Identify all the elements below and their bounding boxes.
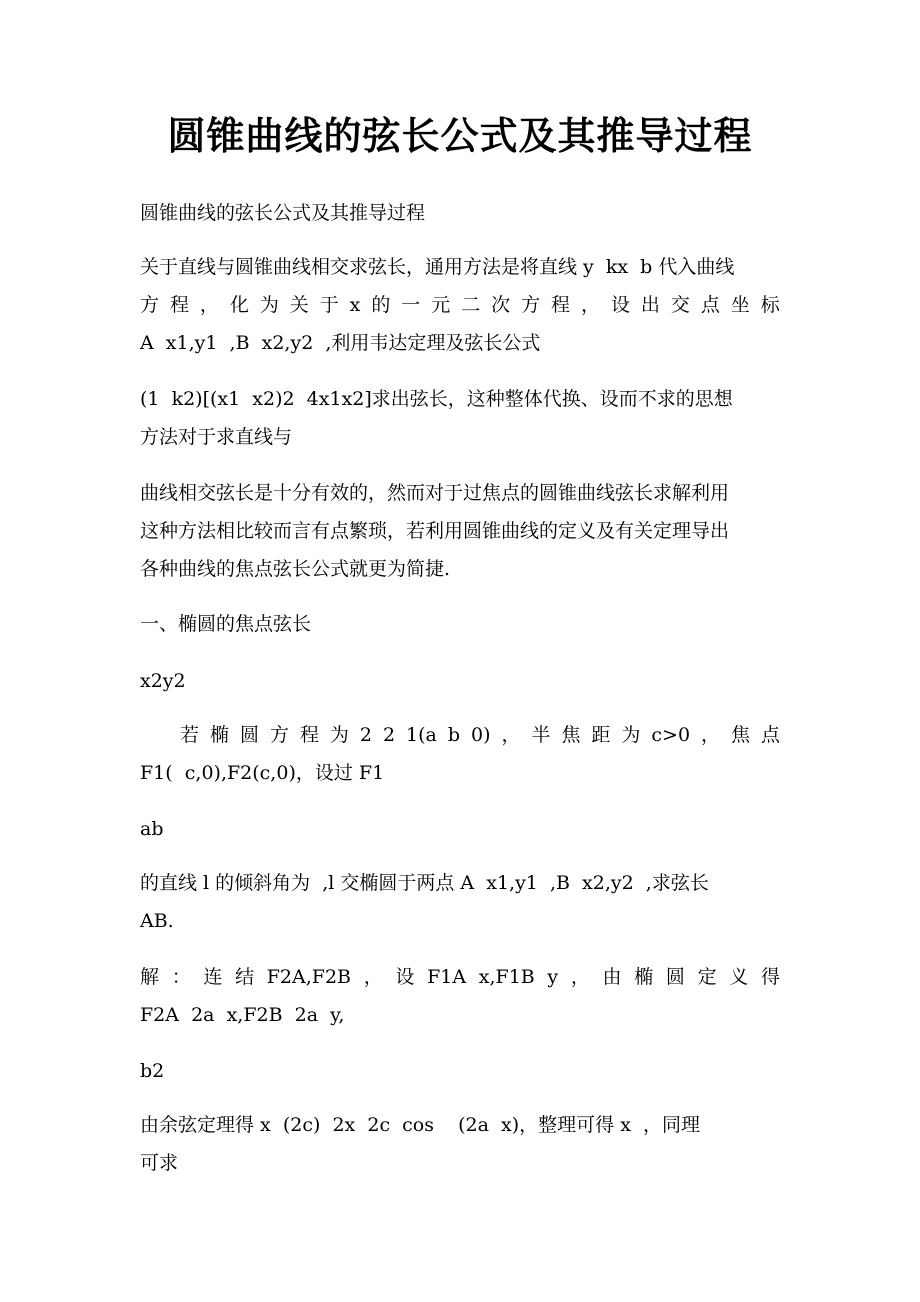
paragraph-4-line-1-token: 若 bbox=[180, 724, 200, 746]
paragraph-6-line-1-token: 结 bbox=[235, 966, 255, 988]
paragraph-1-line-2-token: 方 bbox=[140, 294, 160, 316]
section-heading-ellipse: 一、椭圆的焦点弦长 bbox=[140, 613, 312, 635]
paragraph-4-line-1-token: b bbox=[447, 724, 461, 746]
paragraph-3-line-3: 各种曲线的焦点弦长公式就更为简捷. bbox=[140, 558, 451, 580]
paragraph-6-line-1-token: x,F1B bbox=[478, 966, 535, 988]
paragraph-1-line-2-token: 为 bbox=[259, 294, 279, 316]
paragraph-1-line-2-token: x bbox=[349, 294, 361, 316]
paragraph-1-line-2-token: 出 bbox=[640, 294, 660, 316]
paragraph-4-line-1-token: ， bbox=[501, 724, 521, 746]
paragraph-6-line-1-token: 解 bbox=[140, 966, 160, 988]
paragraph-1-line-2-token: 程 bbox=[551, 294, 571, 316]
paragraph-7 bbox=[140, 1106, 780, 1182]
paragraph-4-line-1 bbox=[140, 716, 780, 754]
paragraph-4-line-1-token: 点 bbox=[760, 724, 780, 746]
paragraph-4-line-2: F1( c,0),F2(c,0)，设过 F1 bbox=[140, 762, 385, 784]
paragraph-4-line-1-token: c>0 bbox=[651, 724, 691, 746]
paragraph-1-line-3: A x1,y1 ,B x2,y2 ,利用韦达定理及弦长公式 bbox=[140, 332, 541, 354]
paragraph-1-line-2-token: ， bbox=[199, 294, 219, 316]
paragraph-6-line-1-token: 得 bbox=[760, 966, 780, 988]
paragraph-4-line-1-token: 2 bbox=[359, 724, 372, 746]
paragraph-1-line-2-token: ， bbox=[581, 294, 601, 316]
paragraph-4-line-1-token: 2 bbox=[382, 724, 396, 746]
paragraph-1-line-2-token: 化 bbox=[229, 294, 249, 316]
paragraph-6-line-1-token: F2A,F2B bbox=[266, 966, 352, 988]
formula-x2y2: x2y2 bbox=[140, 670, 186, 692]
paragraph-1-line-2-token: 标 bbox=[760, 294, 780, 316]
paragraph-7-line-1: 由余弦定理得 x (2c) 2x 2c cos (2a x)，整理可得 x ，同理 bbox=[140, 1114, 701, 1136]
paragraph-2 bbox=[140, 380, 780, 456]
paragraph-4-line-1-token: 0) bbox=[470, 724, 491, 746]
paragraph-1-line-2-token: 设 bbox=[610, 294, 630, 316]
paragraph-6-line-1-token: 由 bbox=[602, 966, 622, 988]
paragraph-1-line-1: 关于直线与圆锥曲线相交求弦长，通用方法是将直线 y kx b 代入曲线 bbox=[140, 256, 735, 278]
paragraph-6-line-1-token: 椭 bbox=[634, 966, 654, 988]
paragraph-4-line-1-token: 1(a bbox=[406, 724, 437, 746]
paragraph-6-line-1-token: F1A bbox=[427, 966, 467, 988]
formula-ab: ab bbox=[140, 818, 164, 840]
paragraph-4-line-1-token: 椭 bbox=[209, 724, 229, 746]
paragraph-4 bbox=[140, 716, 780, 792]
paragraph-3-line-2: 这种方法相比较而言有点繁琐，若利用圆锥曲线的定义及有关定理导出 bbox=[140, 520, 730, 542]
paragraph-6-line-1-token: 定 bbox=[697, 966, 717, 988]
paragraph-1-line-2-token: 二 bbox=[461, 294, 481, 316]
paragraph-4-line-1-token: 为 bbox=[621, 724, 641, 746]
document-title: 圆锥曲线的弦长公式及其推导过程 bbox=[167, 114, 753, 158]
paragraph-1-line-2-token: 关 bbox=[289, 294, 309, 316]
paragraph-1-line-2-token: 的 bbox=[371, 294, 391, 316]
paragraph-1-line-2-token: 坐 bbox=[730, 294, 750, 316]
paragraph-2-line-1: (1 k2)[(x1 x2)2 4x1x2]求出弦长，这种整体代换、设而不求的思想 bbox=[140, 388, 733, 410]
paragraph-6-line-1-token: ： bbox=[171, 966, 191, 988]
paragraph-7-line-2: 可求 bbox=[140, 1152, 179, 1174]
paragraph-6 bbox=[140, 958, 780, 1034]
paragraph-4-line-1-token: ， bbox=[701, 724, 721, 746]
paragraph-4-line-1-token: 焦 bbox=[731, 724, 751, 746]
paragraph-1-line-2-token: 点 bbox=[700, 294, 720, 316]
paragraph-6-line-1-token: 义 bbox=[729, 966, 749, 988]
paragraph-6-line-1-token: y bbox=[547, 966, 559, 988]
paragraph-5-line-1: 的直线 l 的倾斜角为 ,l 交椭圆于两点 A x1,y1 ,B x2,y2 ,求弦长 bbox=[140, 872, 709, 894]
paragraph-1-line-2 bbox=[140, 286, 780, 324]
paragraph-4-line-1-token: 圆 bbox=[239, 724, 259, 746]
paragraph-1-line-2-token: 于 bbox=[319, 294, 339, 316]
paragraph-4-line-1-token: 为 bbox=[329, 724, 349, 746]
paragraph-4-line-1-token: 程 bbox=[299, 724, 319, 746]
paragraph-1-line-2-token: 次 bbox=[491, 294, 511, 316]
paragraph-6-line-1-token: 设 bbox=[395, 966, 415, 988]
paragraph-6-line-1-token: ， bbox=[570, 966, 590, 988]
paragraph-6-line-1-token: 连 bbox=[203, 966, 223, 988]
formula-b2: b2 bbox=[140, 1060, 165, 1082]
subtitle: 圆锥曲线的弦长公式及其推导过程 bbox=[140, 202, 426, 224]
paragraph-3 bbox=[140, 474, 780, 588]
paragraph-4-line-1-token: 距 bbox=[591, 724, 611, 746]
paragraph-4-line-1-token: 焦 bbox=[561, 724, 581, 746]
paragraph-1 bbox=[140, 248, 780, 362]
paragraph-2-line-2: 方法对于求直线与 bbox=[140, 426, 293, 448]
paragraph-1-line-2-token: 交 bbox=[670, 294, 690, 316]
paragraph-4-line-1-token: 方 bbox=[269, 724, 289, 746]
paragraph-5 bbox=[140, 864, 780, 940]
paragraph-6-line-1-token: 圆 bbox=[665, 966, 685, 988]
paragraph-1-line-2-token: 方 bbox=[521, 294, 541, 316]
paragraph-4-line-1-token: 半 bbox=[531, 724, 551, 746]
paragraph-5-line-2: AB. bbox=[140, 910, 174, 932]
paragraph-1-line-2-token: 元 bbox=[431, 294, 451, 316]
paragraph-6-line-1-token: ， bbox=[363, 966, 383, 988]
paragraph-6-line-1 bbox=[140, 958, 780, 996]
paragraph-3-line-1: 曲线相交弦长是十分有效的，然而对于过焦点的圆锥曲线弦长求解利用 bbox=[140, 482, 730, 504]
paragraph-1-line-2-token: 一 bbox=[401, 294, 421, 316]
paragraph-1-line-2-token: 程 bbox=[169, 294, 189, 316]
paragraph-6-line-2: F2A 2a x,F2B 2a y, bbox=[140, 1004, 345, 1026]
